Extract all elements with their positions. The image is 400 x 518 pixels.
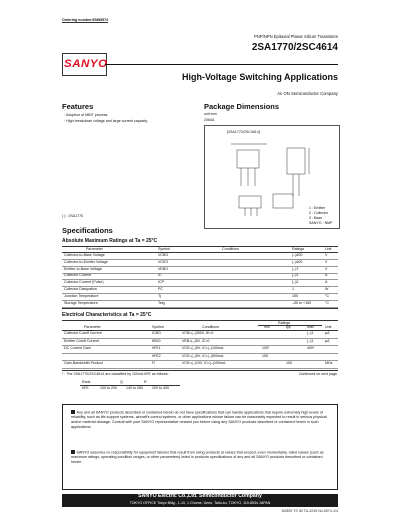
ordering-number: Ordering number:ENN5574 — [62, 18, 109, 22]
abs-header-ratings: Ratings — [292, 247, 305, 251]
abs-cell: Junction Temperature — [64, 293, 99, 298]
package-footer: SANYO : NMP — [309, 221, 333, 225]
abs-cell: W — [325, 287, 329, 291]
sanyo-logo-text: SANYO — [63, 58, 108, 70]
drawing-label: [2SA1770/2SC4614] — [227, 130, 260, 134]
footer-company: SANYO Electric Co.,Ltd. Semiconductor Company — [138, 493, 262, 499]
abs-cell: V — [325, 253, 328, 257]
rank-value-2: 140 to 280 — [126, 386, 143, 390]
elec-header-unit: Unit — [325, 325, 332, 329]
pin-3: 3 : Base — [309, 216, 323, 220]
company-line: An ON Semiconductor Company — [277, 91, 338, 96]
abs-cell: V — [325, 259, 328, 264]
abs-cell: Collector-to-Emitter Voltage — [64, 259, 108, 264]
elec-cell: µA — [325, 331, 330, 335]
sanyo-logo — [62, 53, 107, 76]
elec-cell: 100 — [262, 353, 268, 358]
feature-item-2: · High breakdown voltage and large current capacity. — [64, 119, 148, 123]
abs-cell: °C — [325, 300, 330, 305]
elec-cell: VCB=(–)300V, IE=0 — [182, 331, 214, 335]
rank-value-1: 100 to 200 — [100, 386, 117, 390]
features-heading: Features — [62, 102, 94, 111]
elec-cell: Gain-Bandwidth Product — [64, 361, 103, 366]
notice-bullet-icon — [71, 410, 75, 414]
abs-header-unit: Unit — [325, 247, 332, 251]
electrical-table — [62, 320, 338, 370]
notice-bullet-icon — [71, 450, 75, 454]
abs-cell: 1 — [292, 287, 294, 291]
electrical-heading: Electrical Characteristics at Ta = 25°C — [62, 312, 152, 318]
elec-cell: Emitter Cutoff Current — [64, 338, 99, 343]
abs-cell: Collector Current (Pulse) — [64, 280, 104, 285]
abs-max-heading: Absolute Maximum Ratings at Ta = 25°C — [62, 238, 158, 244]
abs-cell: V — [325, 266, 328, 271]
pin-2: 2 : Collector — [309, 211, 329, 215]
footer-code: N2805 TS IM TA-3245 No.5574-1/4 — [281, 509, 338, 513]
abs-max-table — [62, 246, 338, 308]
elec-cell: VCE=(–)10V, IC=(–)100mA — [182, 361, 226, 366]
elec-cell: fT — [152, 361, 156, 366]
elec-cell: hFE1 — [152, 346, 161, 351]
abs-cell: (–)2 — [292, 280, 299, 285]
abs-cell: A — [325, 280, 328, 285]
abs-cell: Tstg — [158, 300, 165, 305]
elec-cell: 100* — [262, 346, 270, 351]
abs-cell: VCEO — [158, 259, 169, 264]
elec-header-min: min — [264, 325, 270, 329]
abs-cell: PC — [158, 287, 163, 291]
abs-cell: VEBO — [158, 266, 168, 271]
rank-header-label: Rank — [82, 380, 91, 384]
elec-cell: ICBO — [152, 331, 161, 335]
elec-cell: 400* — [307, 346, 315, 351]
continued-note: Continued on next page. — [298, 372, 338, 376]
transistor-type: PNP/NPN Epitaxial Planar Silicon Transistors — [253, 34, 338, 39]
abs-cell: ICP — [158, 280, 164, 285]
abs-header-conditions: Conditions — [222, 247, 239, 251]
elec-cell: DC Current Gain — [64, 346, 91, 351]
abs-cell: Emitter-to-Base Voltage — [64, 266, 102, 271]
rank-header-q: Q — [120, 380, 123, 384]
elec-cell: 100 — [286, 361, 292, 366]
specifications-heading: Specifications — [62, 226, 113, 235]
abs-cell: (–)7 — [292, 266, 299, 271]
elec-cell: IEBO — [152, 338, 161, 343]
elec-cell: (–)1 — [307, 338, 314, 343]
elec-cell: VEB=(–)5V, IC=0 — [182, 338, 210, 343]
abs-cell: Collector Dissipation — [64, 287, 97, 291]
package-heading: Package Dimensions — [204, 102, 280, 111]
abs-cell: (–)1 — [292, 273, 299, 278]
package-code: 2064A — [204, 118, 215, 122]
abs-cell: Tj — [158, 293, 161, 298]
abs-cell: °C — [325, 293, 330, 298]
elec-cell: VCE=(–)5V, IC=(–)500mA — [182, 353, 224, 358]
pin-1: 1 : Emitter — [309, 206, 326, 210]
document-title: High-Voltage Switching Applications — [181, 72, 338, 82]
elec-header-symbol: Symbol — [152, 325, 164, 329]
rank-table — [80, 380, 180, 394]
package-unit: unit:mm — [204, 112, 217, 116]
abs-cell: Storage Temperature — [64, 300, 98, 305]
rank-value-label: hFE — [82, 386, 89, 390]
elec-cell: VCE=(–)5V, IC=(–)100mA — [182, 346, 224, 351]
elec-cell: µA — [325, 338, 330, 343]
elec-header-parameter: Parameter — [84, 325, 101, 329]
elec-header-max: max — [307, 325, 314, 329]
abs-header-parameter: Parameter — [86, 247, 103, 251]
ratings-group-label: Ratings — [278, 321, 291, 325]
part-number: 2SA1770/2SC4614 — [251, 42, 338, 53]
abs-cell: (–)400 — [292, 259, 303, 264]
electrical-footnote: * : The 2SA1770/2SC4614 are classified by 100mA hFE as follows : — [62, 372, 170, 376]
notice-box — [62, 404, 338, 490]
abs-cell: Collector-to-Base Voltage — [64, 253, 105, 257]
elec-cell: MHz — [325, 361, 333, 366]
notice-item-1: Any and all SANYO products described or contained herein do not have specifications that can handle applications that require extremely high levels of reliability, such as life-support systems, aircraft's control systems, or other applications whose failure can be reasonably expected to result in serious physical and/or material damage. Consult with your SANYO representative nearest you before using any SANYO products described or contained herein in such applications. — [71, 410, 327, 430]
abs-cell: 150 — [292, 293, 298, 298]
header-rule — [105, 64, 338, 65]
package-drawing — [204, 125, 340, 229]
abs-cell: (–)400 — [292, 253, 303, 257]
abs-cell: Collector Current — [64, 273, 92, 278]
elec-cell: hFE2 — [152, 353, 161, 358]
abs-cell: VCBO — [158, 253, 169, 257]
footer-address: TOKYO OFFICE Tokyo Bldg., 1-10, 1 Chome, Ueno, Taito-ku, TOKYO, 110-8534 JAPAN — [129, 500, 271, 505]
abs-cell: IC — [158, 273, 162, 278]
abs-cell: A — [325, 273, 328, 278]
polarity-note: ( ) : 2SA1770 — [62, 214, 84, 218]
rank-header-r: R — [144, 380, 147, 384]
elec-header-conditions: Conditions — [202, 325, 219, 329]
elec-header-typ: typ — [286, 325, 291, 329]
abs-header-symbol: Symbol — [158, 247, 170, 251]
elec-cell: (–)1 — [307, 331, 314, 335]
feature-item-1: · Adoption of MBIT process. — [64, 113, 109, 117]
notice-item-2: SANYO assumes no responsibility for equipment failures that result from using products at values that exceed, even momentarily, rated values (such as maximum ratings, operating condition ranges, or other parameters) listed in products specifications of any and all SANYO products described or contained herein. — [71, 450, 324, 465]
rank-value-3: 200 to 400 — [152, 386, 169, 390]
abs-cell: –55 to +150 — [292, 300, 312, 305]
elec-cell: Collector Cutoff Current — [64, 331, 102, 335]
